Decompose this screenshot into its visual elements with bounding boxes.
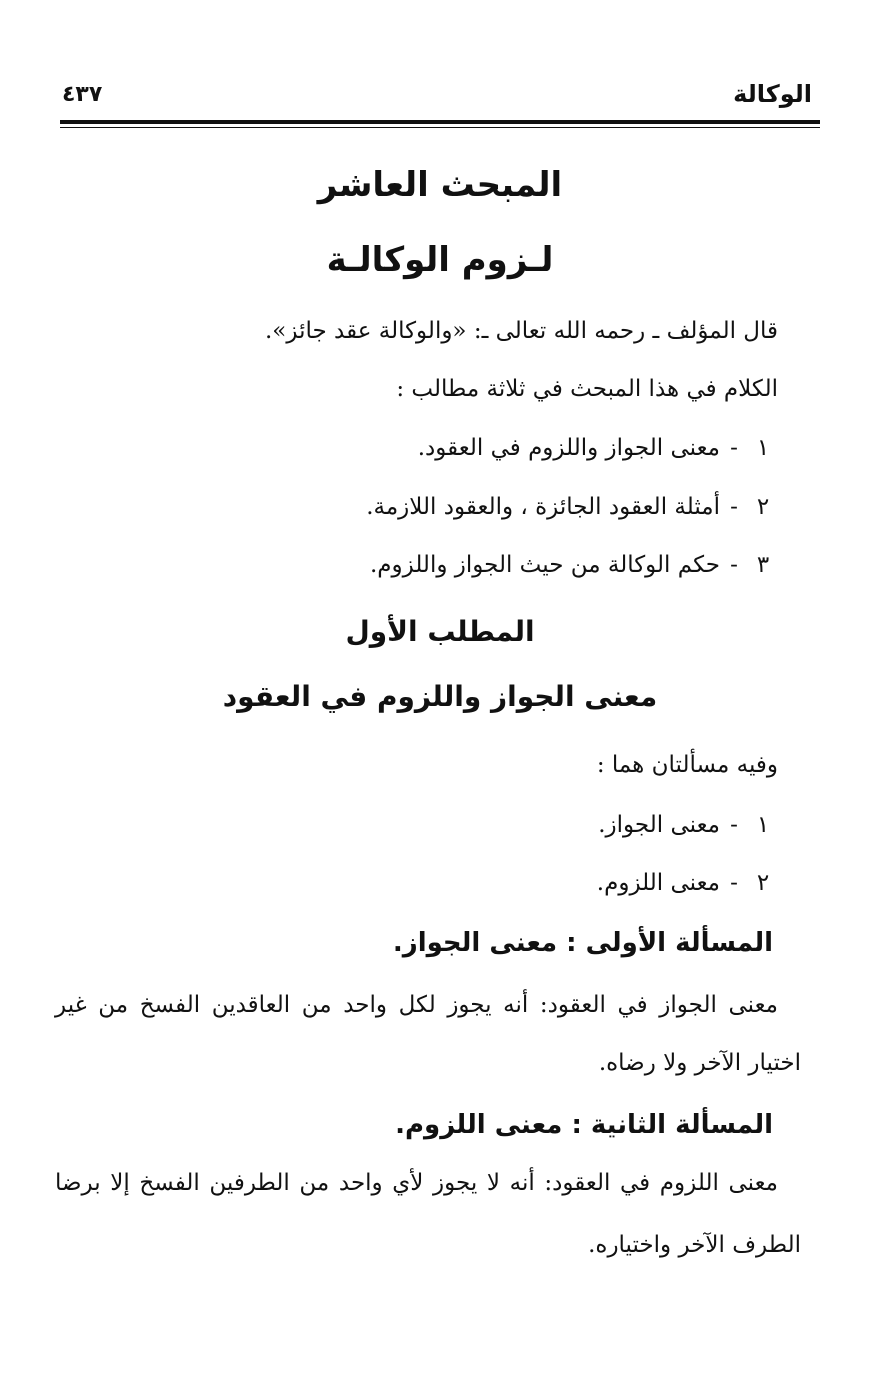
plan-line: الكلام في هذا المبحث في ثلاثة مطالب : <box>396 376 778 402</box>
topic-item <box>418 435 778 461</box>
list-dash: - <box>730 494 738 520</box>
header-rule-thick <box>60 120 820 124</box>
running-title: الوكالة <box>733 80 812 108</box>
issue-number: ٢ <box>756 870 770 896</box>
list-dash: - <box>730 870 738 896</box>
topic-text: أمثلة العقود الجائزة ، والعقود اللازمة. <box>366 494 720 520</box>
topic-number: ٣ <box>756 552 770 578</box>
issue-item <box>597 870 778 896</box>
topic-number: ١ <box>756 435 770 461</box>
first-topic-title: معنى الجواز واللزوم في العقود <box>222 680 658 713</box>
list-dash: - <box>730 812 738 838</box>
issues-intro: وفيه مسألتان هما : <box>596 752 778 778</box>
topic-text: معنى الجواز واللزوم في العقود. <box>417 435 720 461</box>
issue-item <box>598 812 778 838</box>
list-dash: - <box>730 552 738 578</box>
section-heading: المبحث العاشر <box>317 165 563 205</box>
topic-item <box>366 494 778 520</box>
header-rule-thin <box>60 127 820 128</box>
quote-line: قال المؤلف ـ رحمه الله تعالى ـ: «والوكالة عقد جائز». <box>265 318 778 344</box>
issue-text: معنى الجواز. <box>598 812 720 838</box>
issue-text: معنى اللزوم. <box>596 870 720 896</box>
issue-two-heading: المسألة الثانية : معنى اللزوم. <box>395 1110 773 1140</box>
issue-two-text-line: معنى اللزوم في العقود: أنه لا يجوز لأي واحد من الطرفين الفسخ إلا برضا <box>55 1170 778 1196</box>
page-header <box>60 80 820 116</box>
issue-number: ١ <box>756 812 770 838</box>
issue-two-text-line: الطرف الآخر واختياره. <box>588 1232 801 1258</box>
issue-one-text-line: اختيار الآخر ولا رضاه. <box>598 1050 801 1076</box>
issue-one-text-line: معنى الجواز في العقود: أنه يجوز لكل واحد من العاقدين الفسخ من غير <box>55 992 778 1018</box>
topic-item <box>370 552 778 578</box>
subject-heading: لـزوم الوكالـة <box>326 240 554 280</box>
page-number: ٤٣٧ <box>62 82 103 107</box>
topic-number: ٢ <box>756 494 770 520</box>
topic-text: حكم الوكالة من حيث الجواز واللزوم. <box>369 552 720 578</box>
first-topic-label: المطلب الأول <box>345 615 535 648</box>
issue-one-heading: المسألة الأولى : معنى الجواز. <box>392 928 773 958</box>
list-dash: - <box>730 435 738 461</box>
